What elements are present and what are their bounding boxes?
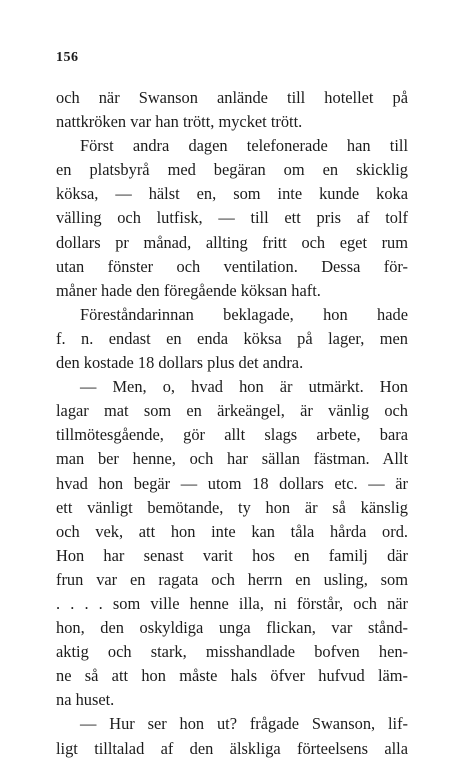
text-line: tillmötesgående, gör allt slags arbete, bara xyxy=(56,425,408,445)
text-line: — Hur ser hon ut? frågade Swanson, lif- xyxy=(80,714,408,734)
text-line: f. n. endast en enda köksa på lager, men xyxy=(56,328,408,348)
body-text xyxy=(56,86,408,761)
text-line: Hon har senast varit hos en familj där xyxy=(56,545,408,565)
text-line: och när Swanson anlände till hotellet på xyxy=(56,88,408,107)
text-line: en platsbyrå med begäran om en skicklig xyxy=(56,160,408,180)
text-line: man ber henne, och har sällan fästman. Allt xyxy=(56,449,408,469)
text-line: utan fönster och ventilation. Dessa för- xyxy=(56,256,408,276)
text-line: måner hade den föregående köksan haft. xyxy=(56,280,321,300)
text-line: välling och lutfisk, — till ett pris af tolf xyxy=(56,208,408,228)
text-line: — Men, o, hvad hon är utmärkt. Hon xyxy=(80,377,408,397)
text-line: köksa, — hälst en, som inte kunde koka xyxy=(56,184,408,204)
text-line: hon, den oskyldiga unga flickan, var stånd- xyxy=(56,618,408,638)
text-line: och vek, att hon inte kan tåla hårda ord. xyxy=(56,521,408,541)
text-line: frun var en ragata och herrn en usling, som xyxy=(56,569,408,589)
text-line: hvad hon begär — utom 18 dollars etc. — är xyxy=(56,473,408,493)
text-line: dollars pr månad, allting fritt och eget rum xyxy=(56,232,408,252)
text-line: ligt tilltalad af den älskliga förteelsens alla xyxy=(56,738,408,758)
text-line: na huset. xyxy=(56,690,115,710)
text-line: nattkröken var han trött, mycket trött. xyxy=(56,112,303,132)
text-line: Först andra dagen telefonerade han till xyxy=(80,136,408,156)
text-line: aktig och stark, misshandlade bofven hen- xyxy=(56,642,408,662)
text-line: Föreståndarinnan beklagade, hon hade xyxy=(80,304,408,324)
text-line: ne så att hon måste hals öfver hufvud läm- xyxy=(56,666,408,686)
text-line: . . . . som ville henne illa, ni förstår, och när xyxy=(56,593,408,613)
page-number: 156 xyxy=(56,50,79,65)
text-line: ett vänligt bemötande, ty hon är så känslig xyxy=(56,497,408,517)
text-line: lagar mat som en ärkeängel, är vänlig och xyxy=(56,401,408,421)
text-line: den kostade 18 dollars plus det andra. xyxy=(56,353,304,373)
